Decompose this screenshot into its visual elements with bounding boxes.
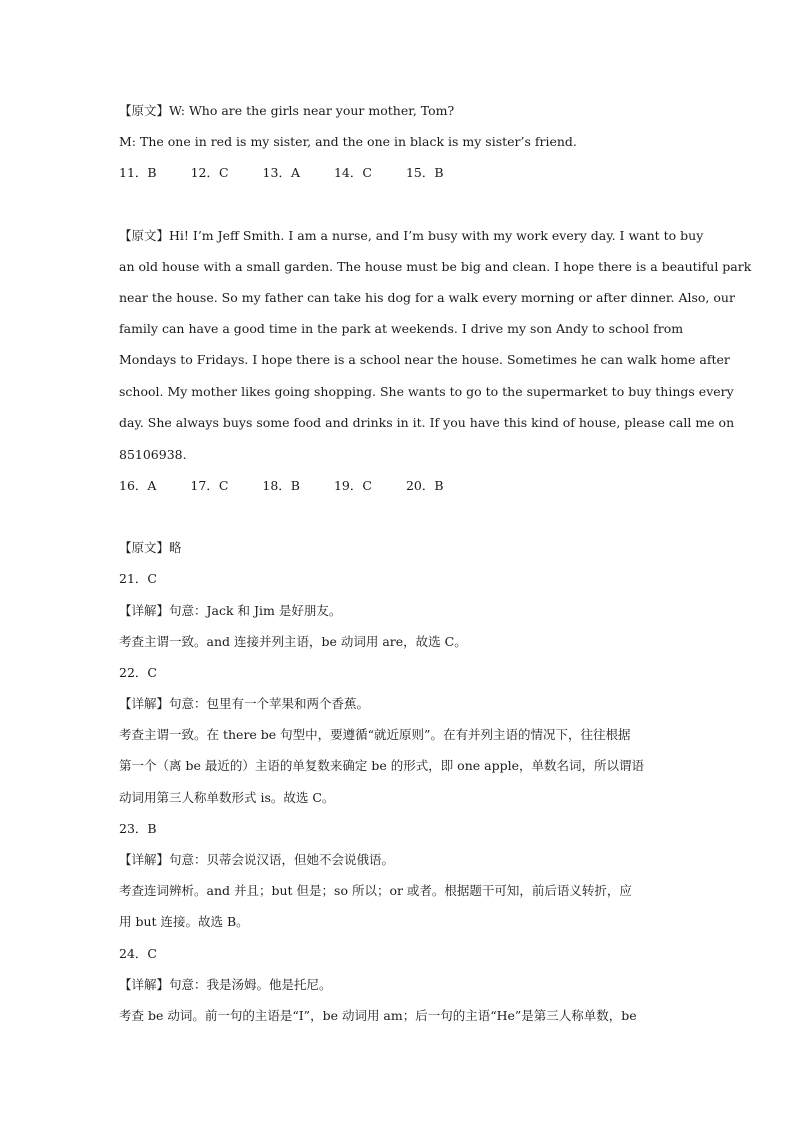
answer-15: 15．B	[405, 165, 444, 180]
question-21-answer: 21．C	[119, 571, 157, 586]
transcript-line-2: M: The one in red is my sister, and the one in black is my sister’s friend.	[119, 134, 577, 149]
question-22-detail: 【详解】句意：包里有一个苹果和两个香蕉。	[119, 696, 370, 711]
passage-line-3: near the house. So my father can take his dog for a walk every morning or after dinner. Also, our	[119, 290, 735, 305]
answer-17: 17．C	[190, 478, 229, 493]
answer-12: 12．C	[190, 165, 229, 180]
question-23-explanation-1: 考查连词辨析。and 并且；but 但是；so 所以；or 或者。根据题干可知，前后语义转折，应	[119, 883, 632, 898]
question-24-answer: 24．C	[119, 946, 157, 961]
passage-line-7: day. She always buys some food and drinks in it. If you have this kind of house, please call me on	[119, 415, 735, 430]
question-23-explanation-2: 用 but 连接。故选 B。	[119, 914, 249, 929]
passage-line-1: 【原文】Hi! I’m Jeff Smith. I am a nurse, and I’m busy with my work every day. I want to buy	[119, 228, 704, 243]
transcript-line-1: 【原文】W: Who are the girls near your mother, Tom?	[119, 103, 455, 118]
passage-line-6: school. My mother likes going shopping. She wants to go to the supermarket to buy things every	[119, 384, 734, 399]
question-23-answer: 23．B	[119, 821, 157, 836]
question-22-explanation-2: 第一个（离 be 最近的）主语的单复数来确定 be 的形式，即 one apple，单数名词，所以谓语	[119, 758, 644, 773]
question-24-detail: 【详解】句意：我是汤姆。他是托尼。	[119, 977, 332, 992]
transcript-omitted: 【原文】略	[119, 540, 182, 555]
answer-11: 11．B	[119, 165, 157, 180]
answer-16: 16．A	[119, 478, 157, 493]
answer-row-11-15	[119, 164, 679, 182]
answer-18: 18．B	[262, 478, 300, 493]
question-22-answer: 22．C	[119, 665, 157, 680]
question-24-explanation: 考查 be 动词。前一句的主语是“I”，be 动词用 am；后一句的主语“He”是第三人称单数，be	[119, 1008, 637, 1023]
passage-line-5: Mondays to Fridays. I hope there is a school near the house. Sometimes he can walk home after	[119, 352, 730, 367]
answer-row-16-20	[119, 477, 679, 495]
answer-13: 13．A	[262, 165, 300, 180]
question-23-detail: 【详解】句意：贝蒂会说汉语，但她不会说俄语。	[119, 852, 395, 867]
answer-14: 14．C	[333, 165, 372, 180]
passage-line-8: 85106938.	[119, 447, 187, 462]
passage-line-2: an old house with a small garden. The house must be big and clean. I hope there is a beautiful park	[119, 259, 752, 274]
answer-19: 19．C	[333, 478, 372, 493]
question-21-detail: 【详解】句意：Jack 和 Jim 是好朋友。	[119, 603, 342, 618]
question-21-explanation: 考查主谓一致。and 连接并列主语，be 动词用 are，故选 C。	[119, 634, 467, 649]
question-22-explanation-3: 动词用第三人称单数形式 is。故选 C。	[119, 790, 335, 805]
passage-line-4: family can have a good time in the park at weekends. I drive my son Andy to school from	[119, 321, 684, 336]
question-22-explanation-1: 考查主谓一致。在 there be 句型中，要遵循“就近原则”。在有并列主语的情况下，往往根据	[119, 727, 631, 742]
answer-20: 20．B	[405, 478, 444, 493]
